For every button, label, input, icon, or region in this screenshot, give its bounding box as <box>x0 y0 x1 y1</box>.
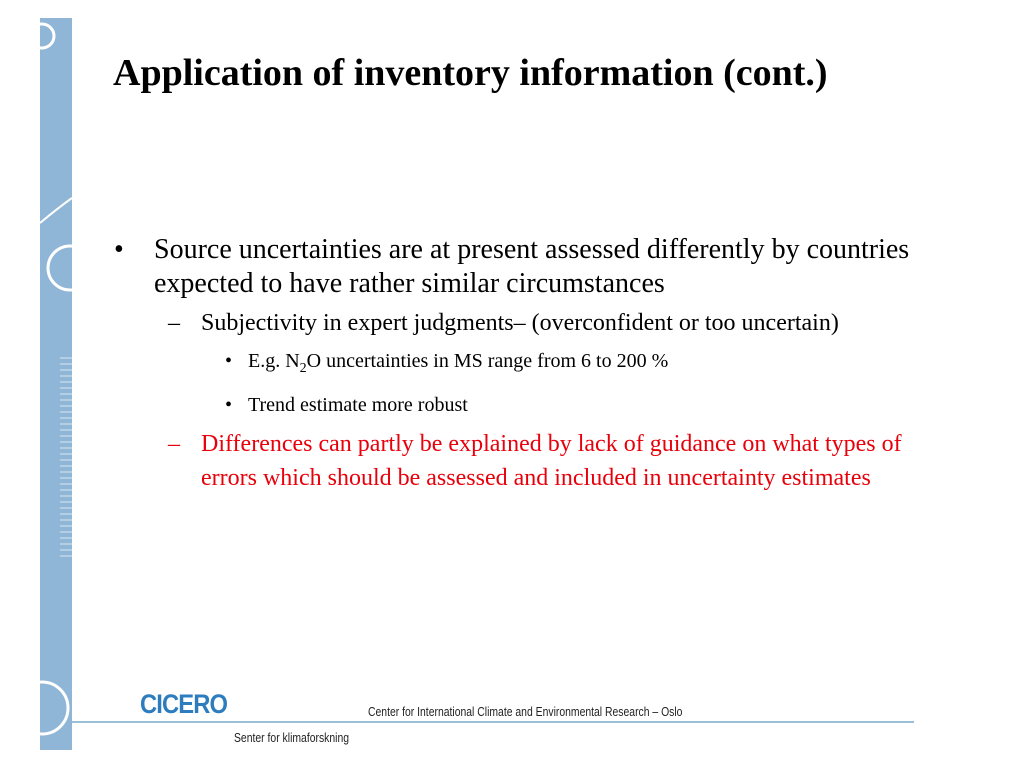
footer-divider <box>72 721 914 723</box>
small-bullet-marker: • <box>225 350 233 372</box>
decorative-side-band <box>40 18 72 750</box>
sub-sub-bullet-text: Trend estimate more robust <box>248 394 468 416</box>
cicero-logo: CICERO <box>140 689 228 719</box>
sub-bullet-item <box>110 306 960 340</box>
slide-body <box>110 233 960 495</box>
sub-sub-bullet-text <box>248 350 669 376</box>
sub-sub-bullet-item <box>110 343 960 387</box>
sub-bullet-text: Subjectivity in expert judgments– (overconfident or too uncertain) <box>201 310 839 336</box>
bullet-item <box>110 233 960 301</box>
n2o-suffix: O uncertainties in MS range from 6 to 200 % <box>306 350 669 372</box>
n2o-subscript: 2 <box>299 361 307 376</box>
footer-org-name: Center for International Climate and Environmental Research – Oslo <box>368 704 683 719</box>
bullet-marker: • <box>114 234 124 265</box>
sub-bullet-item-highlighted <box>110 427 960 495</box>
side-band-graphic <box>40 18 72 750</box>
n2o-prefix: E.g. N <box>248 350 300 372</box>
sub-sub-bullet-item <box>110 387 960 423</box>
small-bullet-marker: • <box>225 394 233 416</box>
dash-marker: – <box>168 431 180 457</box>
sub-bullet-text: Differences can partly be explained by lack of guidance on what types of errors which should be assessed and included in uncertainty estimates <box>201 431 902 491</box>
slide-title: Application of inventory information (cont.) <box>113 52 828 94</box>
bullet-text: Source uncertainties are at present assessed differently by countries expected to have rather similar circumstances <box>154 234 910 299</box>
dash-marker: – <box>168 310 180 336</box>
footer-org-name-local: Senter for klimaforskning <box>234 730 350 745</box>
